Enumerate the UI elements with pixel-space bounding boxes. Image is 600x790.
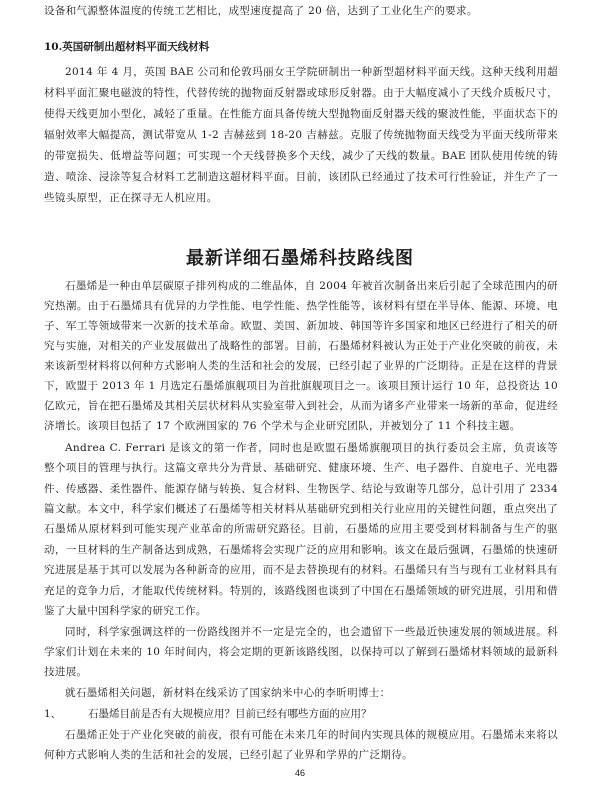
section-body: 2014 年 4 月，英国 BAE 公司和伦敦玛丽女王学院研制出一种新型超材料平面天线。这种天线利用超材料平面汇聚电磁波的特性，代替传统的抛物面反射器或球形反射器。由于大幅度减小了天线介质板尺寸，使得天线更加小型化，减轻了重量。在性能方面具备传统大型抛物面反射器天线的聚波性能，平面状态下的辐射效率大幅提高，测试带宽从 1-2 吉赫兹到 18-20 吉赫兹。克服了传统抛物面天线受为平面天线所带来的带宽损失、低增益等问题；可实现一个天线替换多个天线，减少了天线的数量。BAE 团队使用传统的铸造、喷涂、浸涂等复合材料工艺制造这超材料平面。目前，该团队已经通过了技术可行性验证，并生产了一些镜头原型，正在探寻无人机应用。 <box>44 66 558 204</box>
question-text: 石墨烯目前是否有大规模应用？目前已经有哪些方面的应用？ <box>88 708 372 720</box>
question-number: 1、 <box>44 708 62 720</box>
article-title: 最新详细石墨烯科技路线图 <box>186 248 414 269</box>
page-number: 46 <box>294 768 305 778</box>
previous-section-tail: 设备和气源整体温度的传统工艺相比，成型速度提高了 20 倍，达到了工业化生产的要求。 <box>44 5 478 17</box>
intro-paragraph: 石墨烯是一种由单层碳原子排列构成的二维晶体，自 2004 年被首次制备出来后引起了全球范围内的研究热潮。由于石墨烯具有优异的力学性能、电学性能、热学性能等，该材料有望在半导体、能源、环境、电子、军工等领域带来一次新的技术革命。欧盟、美国、新加坡、韩国等许多国家和地区已经进行了相关的研究与实施，对相关的产业发展做出了战略性的部署。目前，石墨烯材料被认为正处于产业化突破的前夜，未来该新型材料将以何种方式影响人类的生活和社会的发展，已经引起了业界的广泛期待。正是在这样的背景下，欧盟于 2013 年 1 月选定石墨烯旗舰项目为首批旗舰项目之一。该项目预计运行 10 年，总投资达 10 亿欧元，旨在把石墨烯及其相关层状材料从实验室带入到社会，从而为诸多产业带来一场新的革命，促进经济增长。该项目包括了 17 个欧洲国家的 76 个学术与企业研究团队，并被划分了 11 个科技主题。 <box>44 280 558 433</box>
answer-paragraph: 石墨烯正处于产业化突破的前夜，很有可能在未来几年的时间内实现具体的规模应用。石墨烯未来将以何种方式影响人类的生活和社会的发展，已经引起了业界和学界的广泛期待。 <box>44 729 558 762</box>
interview-lead: 就石墨烯相关问题，新材料在线采访了国家纳米中心的李昕明博士： <box>65 687 391 699</box>
section-heading: 10.英国研制出超材料平面天线材料 <box>44 41 210 53</box>
ferrari-paragraph: Andrea C. Ferrari 是该文的第一作者，同时也是欧盟石墨烯旗舰项目的执行委员会主席，负责该等整个项目的管理与执行。这篇文章共分为背景、基础研究、健康环境、生产、电子器件、自旋电子、光电器件、传感器、柔性器件、能源存储与转换、复合材料、生物医学、结论与致谢等几部分，总计引用了 2334 篇文献。本文中，科学家们概述了石墨烯等相关材料从基础研究到相关行业应用的关键性问题，重点突出了石墨烯从原材料到可能实现产业革命的所需研究路径。目前，石墨烯的应用主要受到材料制备与生产的驱动，一旦材料的生产制备达到成熟，石墨烯将会实现广泛的应用和影响。该文在最后强调，石墨烯的快速研究进展是基于其可以发展为各种新奇的应用，而不是去替换现有的材料。石墨烯只有当与现有工业材料具有充足的竞争力后，才能取代传统材料。特别的，该路线图也谈到了中国在石墨烯领域的研究进展，引用和借鉴了大量中国科学家的研究工作。 <box>44 442 558 617</box>
roadmap-note-paragraph: 同时，科学家强调这样的一份路线图并不一定是完全的，也会遗留下一些最近快速发展的领域进展。科学家们计划在未来的 10 年时间内，将会定期的更新该路线图，以保持可以了解到石墨烯材料领域的最新科技进展。 <box>44 626 558 679</box>
question-1 <box>44 704 372 724</box>
